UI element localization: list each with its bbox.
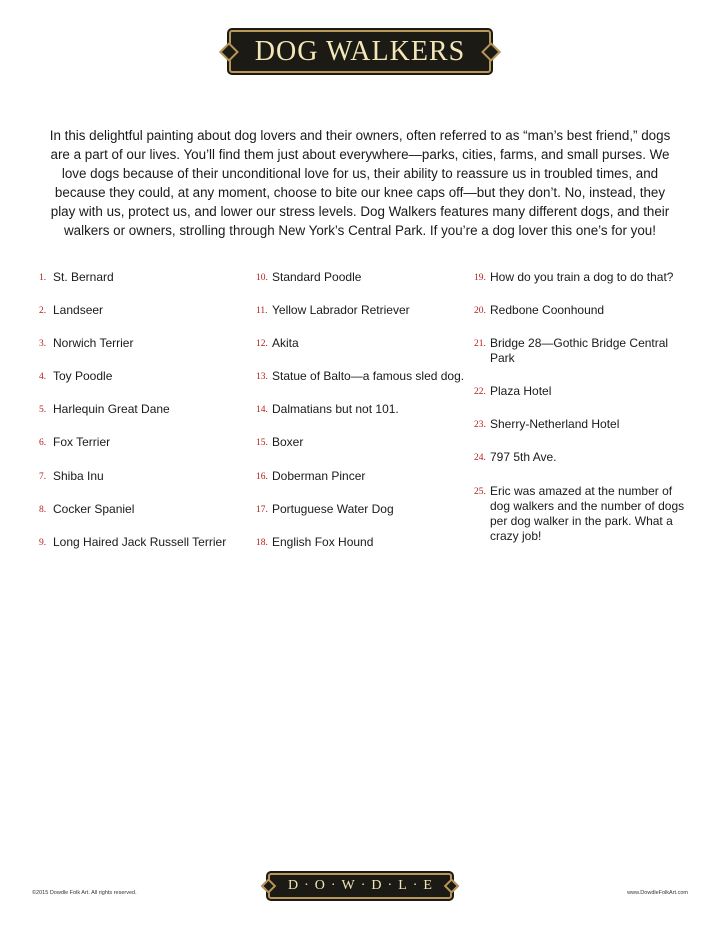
key-list-item: [258, 402, 468, 417]
key-label: Redbone Coonhound: [490, 303, 605, 318]
key-number: 25.: [474, 486, 486, 497]
footer-copyright: ©2015 Dowdle Folk Art. All rights reserved.: [32, 890, 137, 896]
key-label: How do you train a dog to do that?: [490, 270, 674, 284]
key-label: Yellow Labrador Retriever: [272, 303, 410, 318]
key-label: Eric was amazed at the number of dog walkers and the number of dogs per dog walker in the park. What a crazy job!: [490, 483, 685, 543]
title-banner: [0, 30, 720, 73]
key-number: 8.: [39, 504, 47, 515]
key-list-item: [41, 303, 251, 318]
key-list-item: [258, 270, 468, 285]
key-list-item: [258, 303, 468, 318]
key-label: Long Haired Jack Russell Terrier: [53, 534, 227, 549]
key-list-item: [476, 303, 691, 318]
key-list-item: [476, 484, 691, 544]
key-label: Akita: [272, 336, 299, 351]
key-label: St. Bernard: [53, 270, 114, 284]
key-number: 23.: [474, 420, 486, 431]
key-column-1: [41, 270, 251, 568]
intro-paragraph: In this delightful painting about dog lovers and their owners, often referred to as “man’s best friend,” dogs are a part of our lives. You’ll find them just about everywhere—parks, cities, farms, and small purses. We love dogs because of their unconditional love for us, their ability to reassure us in troubled times, and because they could, at any moment, choose to bite our knee caps off—but they don’t. No, instead, they play with us, protect us, and lower our stress levels. Dog Walkers features many different dogs, and their walkers or owners, strolling through New York’s Central Park. If you’re a dog lover this one’s for you!: [49, 128, 671, 239]
key-number: 2.: [39, 306, 47, 317]
key-number: 11.: [256, 306, 268, 317]
key-number: 3.: [39, 339, 47, 350]
footer-website: www.DowdleFolkArt.com: [627, 890, 688, 896]
key-number: 13.: [256, 372, 268, 383]
key-list-item: [258, 535, 468, 550]
key-number: 22.: [474, 387, 486, 398]
key-list-item: [41, 369, 251, 384]
key-label: Bridge 28—Gothic Bridge Central Park: [490, 336, 669, 366]
key-number: 20.: [474, 306, 486, 317]
key-number: 18.: [256, 537, 268, 548]
key-label: Toy Poodle: [53, 369, 113, 384]
key-label: Boxer: [272, 435, 304, 450]
key-list-item: [476, 417, 691, 432]
key-list-item: [41, 270, 251, 285]
key-list-item: [41, 402, 251, 417]
key-list-item: [41, 336, 251, 351]
key-number: 1.: [39, 273, 47, 283]
key-list-item: [41, 469, 251, 484]
key-label: Landseer: [53, 303, 104, 318]
key-list-item: [258, 469, 468, 484]
key-number: 19.: [474, 273, 486, 283]
key-list-item: [258, 369, 468, 384]
key-number: 9.: [39, 537, 47, 548]
key-number: 16.: [256, 471, 268, 482]
key-list-item: [41, 435, 251, 450]
page-title: DOG WALKERS: [229, 30, 491, 73]
key-label: Cocker Spaniel: [53, 501, 135, 516]
key-column-3: [476, 270, 691, 562]
footer-logo-banner: [0, 873, 720, 899]
key-list-item: [258, 336, 468, 351]
key-number: 21.: [474, 339, 486, 350]
key-number: 7.: [39, 471, 47, 482]
key-number: 4.: [39, 372, 47, 383]
key-list-item: [476, 336, 691, 366]
key-label: Portuguese Water Dog: [272, 501, 394, 516]
key-label: Doberman Pincer: [272, 468, 366, 483]
key-list-item: [476, 450, 691, 465]
key-number: 24.: [474, 453, 486, 464]
key-list-item: [258, 435, 468, 450]
key-number: 17.: [256, 504, 268, 515]
key-list-item: [476, 270, 691, 285]
key-number: 14.: [256, 405, 268, 416]
key-label: Sherry-Netherland Hotel: [490, 417, 620, 432]
key-label: 797 5th Ave.: [490, 450, 557, 465]
key-label: Harlequin Great Dane: [53, 402, 170, 417]
key-number: 6.: [39, 438, 47, 449]
key-list-item: [41, 535, 251, 550]
key-label: Fox Terrier: [53, 435, 111, 450]
key-label: Plaza Hotel: [490, 384, 552, 399]
key-list-item: [258, 502, 468, 517]
key-label: Norwich Terrier: [53, 336, 134, 351]
key-number: 15.: [256, 438, 268, 449]
key-label: Shiba Inu: [53, 468, 104, 483]
key-number: 10.: [256, 273, 268, 283]
key-label: Dalmatians but not 101.: [272, 402, 399, 417]
key-label: Standard Poodle: [272, 270, 362, 284]
dowdle-logo: D·O·W·D·L·E: [268, 873, 452, 899]
key-list-item: [41, 502, 251, 517]
key-label: Statue of Balto—a famous sled dog.: [272, 369, 465, 384]
key-list-item: [476, 384, 691, 399]
key-number: 5.: [39, 405, 47, 416]
key-label: English Fox Hound: [272, 534, 374, 549]
key-column-2: [258, 270, 468, 568]
key-number: 12.: [256, 339, 268, 350]
